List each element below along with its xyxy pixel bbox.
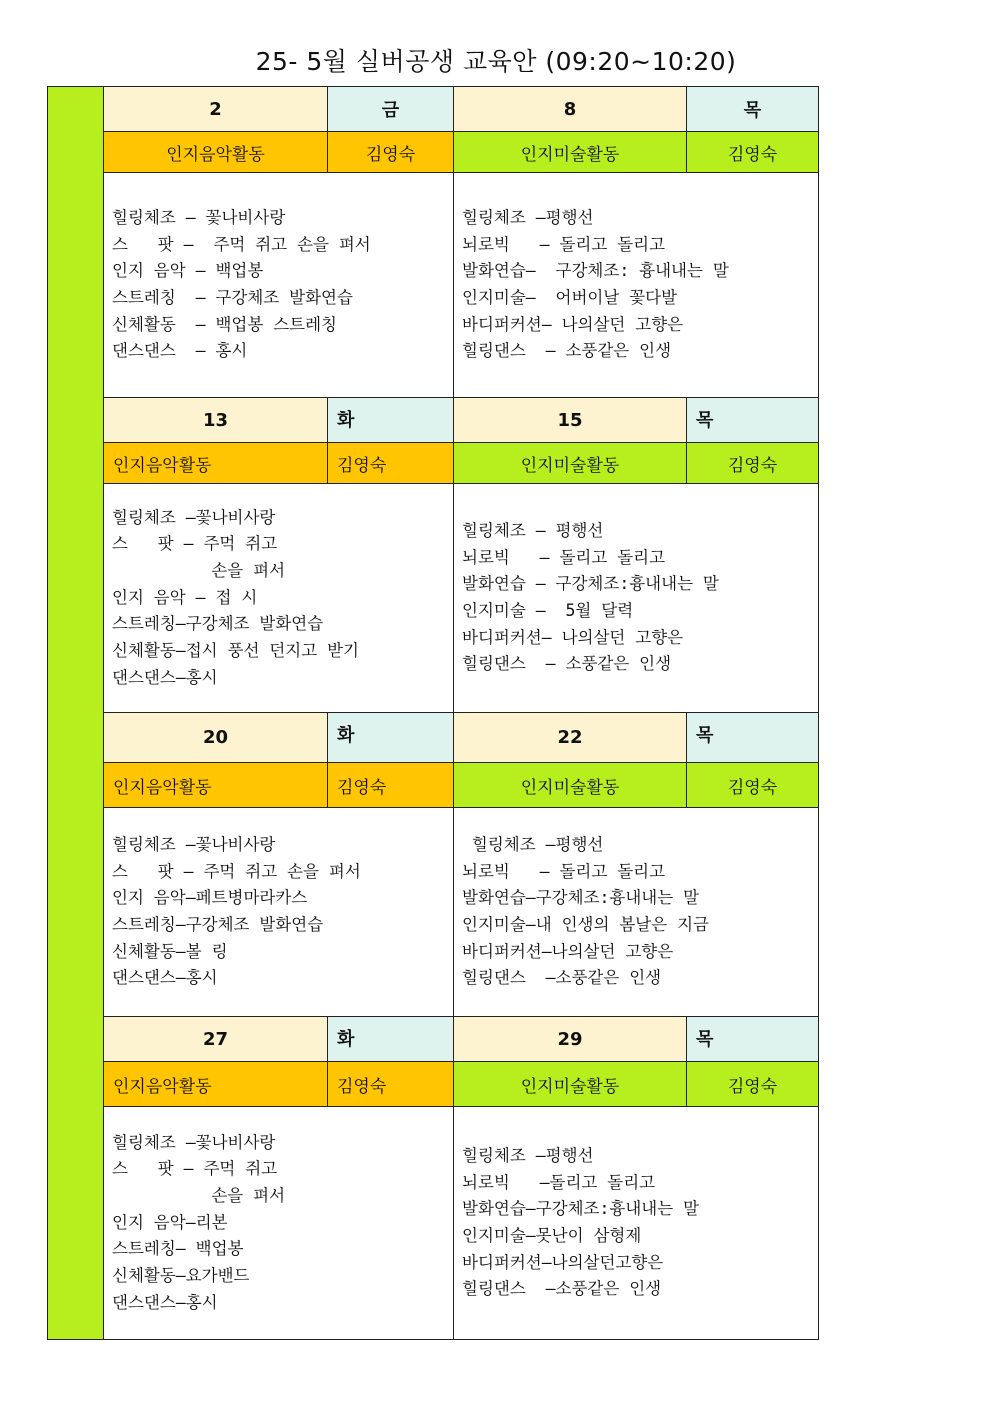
teacher-cell: 김영숙 (328, 443, 454, 484)
activity-line: 힐링체조 –꽃나비사랑 (112, 1132, 276, 1152)
activity-line: 힐링체조 –평행선 (462, 207, 594, 227)
activity-line: 뇌로빅 – 돌리고 돌리고 (462, 234, 666, 254)
activity-line: 스트레칭–구강체조 발화연습 (112, 915, 324, 934)
activity-line: 뇌로빅 – 돌리고 돌리고 (462, 861, 666, 881)
date-cell: 8 (454, 87, 687, 132)
activity-line: 바디퍼커션– 나의살던 고향은 (462, 627, 684, 647)
activity-line: 힐링체조 – 평행선 (462, 520, 604, 540)
activity-line: 발화연습– 구강체조: 흉내내는 말 (462, 261, 729, 281)
activity-line: 뇌로빅 –돌리고 돌리고 (462, 1172, 656, 1192)
activity-list (454, 173, 819, 398)
date-cell: 15 (454, 398, 687, 443)
category-cell: 인지음악활동 (104, 1062, 328, 1107)
activity-list (104, 484, 454, 713)
activity-list (104, 808, 454, 1017)
activity-line: 힐링체조 –평행선 (462, 834, 604, 854)
activity-line: 바디퍼커션–나의살던고향은 (462, 1252, 664, 1272)
activity-line: 스트레칭–구강체조 발화연습 (112, 614, 324, 634)
activity-line: 발화연습 – 구강체조:흉내내는 말 (462, 574, 719, 594)
activity-line: 인지미술–내 인생의 봄날은 지금 (462, 915, 709, 934)
weekday-cell: 목 (687, 1017, 819, 1062)
date-cell: 20 (104, 713, 328, 763)
weekday-cell: 목 (687, 398, 819, 443)
date-cell: 22 (454, 713, 687, 763)
teacher-cell: 김영숙 (328, 1062, 454, 1107)
activity-line: 힐링체조 –꽃나비사랑 (112, 507, 276, 527)
activity-line: 손을 펴서 (112, 1185, 286, 1205)
category-cell: 인지음악활동 (104, 763, 328, 808)
schedule-table (47, 86, 819, 1340)
activity-list (454, 1107, 819, 1340)
activity-line: 댄스댄스–홍시 (112, 667, 218, 687)
activity-list (454, 808, 819, 1017)
activity-line: 인지 음악–리본 (112, 1212, 228, 1232)
date-cell: 27 (104, 1017, 328, 1062)
activity-line: 신체활동 – 백업봉 스트레칭 (112, 314, 337, 334)
activity-line: 힐링댄스 – 소풍같은 인생 (462, 341, 672, 361)
activity-line: 인지미술– 어버이날 꽃다발 (462, 288, 678, 307)
teacher-cell: 김영숙 (687, 1062, 819, 1107)
activity-line: 스트레칭 – 구강체조 발화연습 (112, 288, 353, 307)
weekday-cell: 목 (687, 87, 819, 132)
activity-line: 인지 음악 – 접 시 (112, 587, 258, 607)
activity-line: 힐링댄스 –소풍같은 인생 (462, 968, 662, 988)
activity-line: 댄스댄스–홍시 (112, 968, 218, 988)
weekday-cell: 화 (328, 1017, 454, 1062)
weekday-cell: 화 (328, 398, 454, 443)
category-cell: 인지음악활동 (104, 132, 328, 173)
activity-list (454, 484, 819, 713)
activity-line: 힐링체조 – 꽃나비사랑 (112, 207, 286, 227)
teacher-cell: 김영숙 (687, 443, 819, 484)
activity-line: 인지미술 – 5월 달력 (462, 601, 634, 620)
activity-line: 댄스댄스 – 홍시 (112, 341, 248, 361)
teacher-cell: 김영숙 (687, 132, 819, 173)
activity-line: 발화연습–구강체조:흉내내는 말 (462, 888, 700, 908)
activity-line: 댄스댄스–홍시 (112, 1292, 218, 1312)
category-cell: 인지미술활동 (454, 763, 687, 808)
activity-line: 바디퍼커션–나의살던 고향은 (462, 941, 674, 961)
weekday-cell: 금 (328, 87, 454, 132)
activity-line: 신체활동–볼 링 (112, 941, 228, 961)
category-cell: 인지음악활동 (104, 443, 328, 484)
activity-line: 스 팟 – 주먹 쥐고 (112, 1159, 278, 1179)
date-cell: 29 (454, 1017, 687, 1062)
activity-line: 인지미술–못난이 삼형제 (462, 1226, 642, 1245)
activity-line: 손을 펴서 (112, 560, 286, 580)
activity-line: 신체활동–요가밴드 (112, 1266, 250, 1286)
sidebar-strip (48, 87, 104, 1340)
activity-line: 힐링체조 –평행선 (462, 1145, 594, 1165)
weekday-cell: 화 (328, 713, 454, 763)
activity-line: 힐링체조 –꽃나비사랑 (112, 834, 276, 854)
page-title: 25- 5월 실버공생 교육안 (09:20~10:20) (255, 47, 737, 76)
activity-line: 힐링댄스 – 소풍같은 인생 (462, 654, 672, 674)
activity-line: 스 팟 – 주먹 쥐고 손을 펴서 (112, 861, 361, 881)
activity-line: 인지 음악 – 백업봉 (112, 261, 264, 281)
date-cell: 2 (104, 87, 328, 132)
activity-line: 힐링댄스 –소풍같은 인생 (462, 1279, 662, 1299)
teacher-cell: 김영숙 (328, 763, 454, 808)
category-cell: 인지미술활동 (454, 132, 687, 173)
activity-line: 스 팟 – 주먹 쥐고 (112, 534, 278, 554)
teacher-cell: 김영숙 (328, 132, 454, 173)
date-cell: 13 (104, 398, 328, 443)
activity-line: 인지 음악–페트병마라카스 (112, 888, 308, 908)
activity-line: 발화연습–구강체조:흉내내는 말 (462, 1199, 700, 1219)
activity-list (104, 1107, 454, 1340)
teacher-cell: 김영숙 (687, 763, 819, 808)
activity-line: 스트레칭– 백업봉 (112, 1239, 244, 1259)
activity-line: 스 팟 – 주먹 쥐고 손을 펴서 (112, 234, 371, 254)
category-cell: 인지미술활동 (454, 1062, 687, 1107)
activity-line: 바디퍼커션– 나의살던 고향은 (462, 314, 684, 334)
weekday-cell: 목 (687, 713, 819, 763)
activity-line: 뇌로빅 – 돌리고 돌리고 (462, 547, 666, 567)
category-cell: 인지미술활동 (454, 443, 687, 484)
activity-list (104, 173, 454, 398)
activity-line: 신체활동–접시 풍선 던지고 받기 (112, 641, 359, 661)
